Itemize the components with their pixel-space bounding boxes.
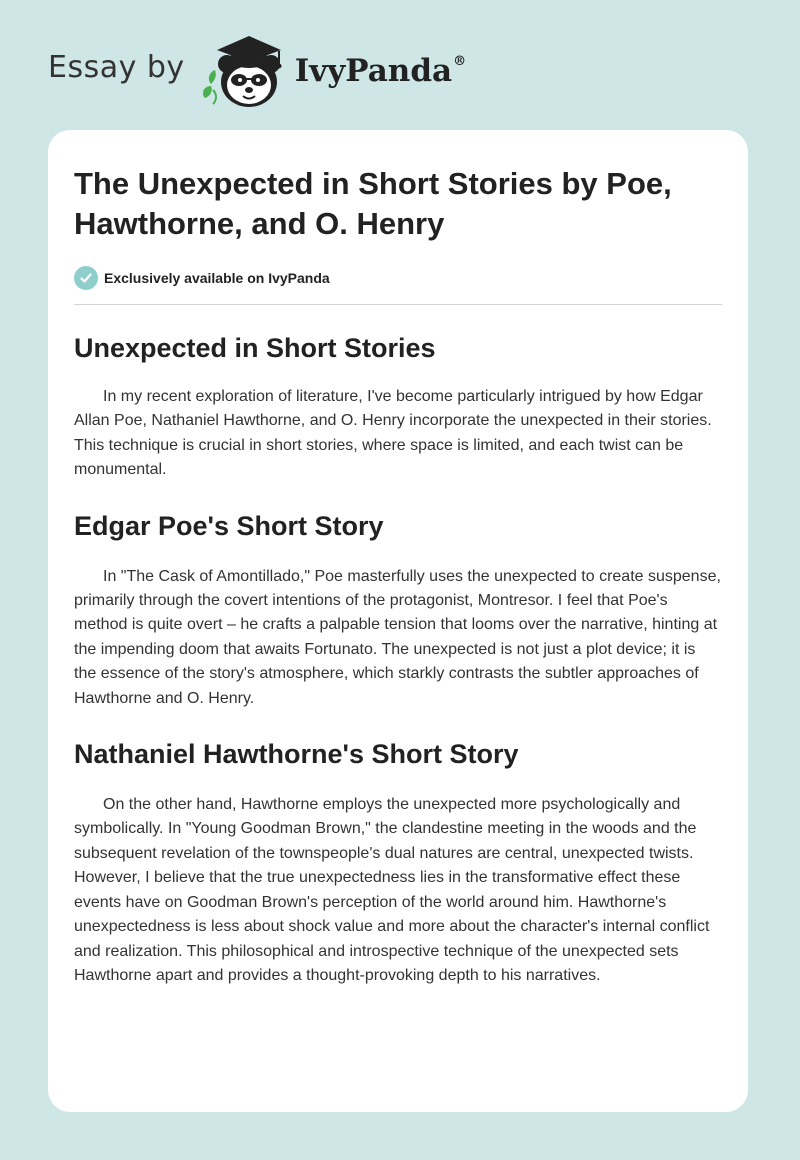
section-heading: Edgar Poe's Short Story [74, 510, 384, 541]
check-circle-icon [74, 266, 98, 290]
section-paragraph: In my recent exploration of literature, I've become particularly intrigued by how Edgar Allan Poe, Nathaniel Hawthorne, and O. Henry incorporate the unexpected in their stories. This technique is crucial in short stories, where space is limited, and each twist can be monumental. [74, 388, 712, 479]
brand-name: IvyPanda® [294, 53, 467, 89]
brand-prefix: Essay by [48, 49, 185, 85]
panda-logo-icon [199, 30, 291, 110]
section-paragraph: On the other hand, Hawthorne employs the unexpected more psychologically and symbolically. In "Young Goodman Brown," the clandestine meeting in the woods and the subsequent revelation of the townspeople's dual natures are central, unexpected twists. However, I believe that the true unexpectedness lies in the transformative effect these events have on Goodman Brown's perception of the world around him. Hawthorne's unexpectedness is less about shock value and more about the character's internal conflict and realization. This philosophical and introspective technique of the unexpected sets Hawthorne apart and provides a thought-provoking depth to his narratives. [74, 796, 710, 984]
registered-mark: ® [453, 54, 467, 69]
exclusive-badge [74, 266, 722, 305]
section-heading: Nathaniel Hawthorne's Short Story [74, 739, 519, 770]
brand-header[interactable] [48, 30, 466, 110]
exclusive-badge-text: Exclusively available on IvyPanda [104, 270, 330, 286]
essay-card [48, 130, 748, 1112]
essay-title: The Unexpected in Short Stories by Poe, Hawthorne, and O. Henry [74, 166, 672, 241]
section-paragraph: In "The Cask of Amontillado," Poe masterfully uses the unexpected to create suspense, primarily through the covert intentions of the protagonist, Montresor. I feel that Poe's method is quite overt – he crafts a palpable tension that looms over the narrative, hinting at the impending doom that awaits Fortunato. The unexpected is not just a plot device; it is the essence of the story's atmosphere, which starkly contrasts the subtler approaches of Hawthorne and O. Henry. [74, 567, 721, 707]
section-heading: Unexpected in Short Stories [74, 333, 436, 363]
